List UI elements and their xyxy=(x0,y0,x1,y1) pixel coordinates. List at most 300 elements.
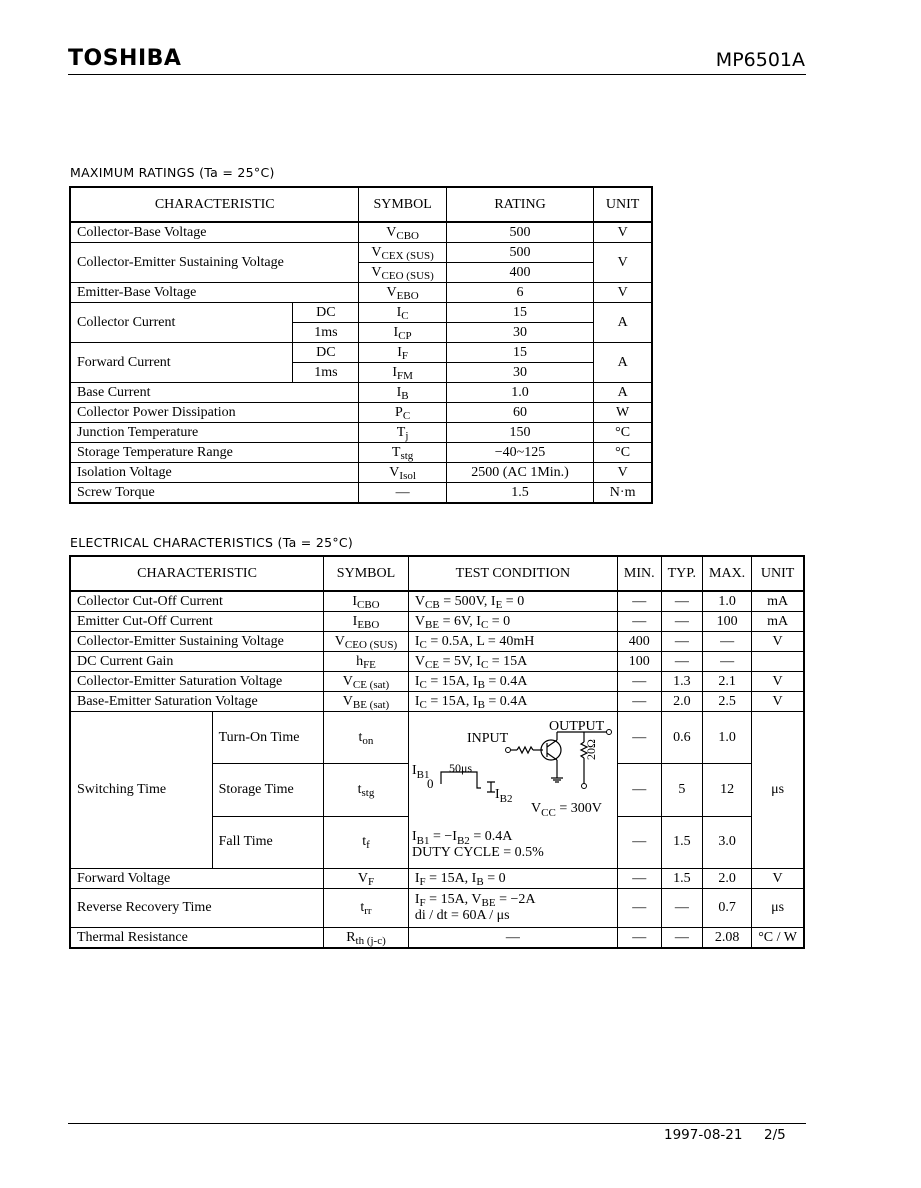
symbol-letter: I xyxy=(352,613,358,629)
table-row xyxy=(70,383,652,403)
characteristic-cell: Collector-Emitter Sustaining Voltage xyxy=(70,632,324,652)
condition-text: = 15A, I xyxy=(426,673,478,689)
rating-cell: 2500 (AC 1Min.) xyxy=(446,463,594,483)
symbol-cell xyxy=(359,303,446,323)
symbol-subscript: th (j-c) xyxy=(355,934,386,947)
symbol-letter: V xyxy=(371,244,382,260)
max-ratings-body xyxy=(70,222,652,503)
vcc-terminal xyxy=(581,784,586,789)
table-row xyxy=(70,403,652,423)
circuit-text: = 0.4A xyxy=(469,829,513,844)
min-cell: — xyxy=(617,672,661,692)
max-cell: 2.08 xyxy=(703,928,752,949)
unit-cell: μs xyxy=(752,889,804,928)
condition-subscript: C xyxy=(419,638,427,651)
test-condition-cell xyxy=(408,692,617,712)
symbol-subscript: BE (sat) xyxy=(352,698,390,711)
unit-cell: mA xyxy=(752,591,804,612)
circuit-text: DUTY CYCLE = 0.5% xyxy=(411,845,544,860)
symbol-cell xyxy=(324,632,409,652)
typ-cell: — xyxy=(661,632,702,652)
symbol-letter: V xyxy=(386,224,397,240)
switching-circuit-cell xyxy=(408,712,617,869)
characteristic-cell: Collector Cut-Off Current xyxy=(70,591,324,612)
symbol-subscript: FM xyxy=(397,369,413,382)
typ-cell: 2.0 xyxy=(661,692,702,712)
characteristic-cell: Forward Current xyxy=(70,343,293,383)
condition-text: = 500V, I xyxy=(439,593,496,609)
table-row xyxy=(70,443,652,463)
table-row xyxy=(70,928,804,949)
condition-text: V xyxy=(414,613,425,629)
symbol-letter: I xyxy=(396,384,402,400)
test-condition-text xyxy=(415,634,534,649)
symbol-cell xyxy=(324,591,409,612)
typ-cell: 1.3 xyxy=(661,672,702,692)
rating-cell: −40~125 xyxy=(446,443,594,463)
characteristic-cell: Base-Emitter Saturation Voltage xyxy=(70,692,324,712)
rating-cell: 15 xyxy=(446,343,594,363)
symbol-subscript: j xyxy=(405,429,409,442)
symbol-subscript: stg xyxy=(400,449,414,462)
condition-cell: 1ms xyxy=(293,323,359,343)
footer-rule xyxy=(68,1123,806,1124)
symbol-subscript: EBO xyxy=(396,289,419,302)
circuit-text: 0 xyxy=(426,776,434,791)
condition-text: = −2A xyxy=(495,892,536,907)
condition-text: = 15A xyxy=(488,653,528,669)
symbol-letter: T xyxy=(391,444,401,460)
symbol-subscript: CEX (SUS) xyxy=(381,249,434,262)
table-row xyxy=(70,463,652,483)
max-cell: 12 xyxy=(703,764,752,816)
max-cell: 3.0 xyxy=(703,816,752,868)
condition-subscript: C xyxy=(419,698,427,711)
typ-cell: 0.6 xyxy=(661,712,702,764)
electrical-header-row xyxy=(70,556,804,591)
symbol-letter: t xyxy=(358,729,363,745)
condition-subscript: CE xyxy=(425,658,440,671)
condition-text: = 0 xyxy=(502,593,525,609)
characteristic-cell: Storage Temperature Range xyxy=(70,443,359,463)
unit-cell: V xyxy=(752,672,804,692)
unit-cell: °C xyxy=(594,423,652,443)
col-header-rating: RATING xyxy=(446,187,594,222)
switching-sub-label: Storage Time xyxy=(212,764,323,816)
symbol-letter: T xyxy=(396,424,406,440)
table-row xyxy=(70,243,652,263)
table-row xyxy=(70,612,804,632)
typ-cell: — xyxy=(661,612,702,632)
unit-cell: W xyxy=(594,403,652,423)
characteristic-cell: Collector Current xyxy=(70,303,293,343)
load-resistor-label xyxy=(584,739,598,760)
typ-cell: 5 xyxy=(661,764,702,816)
condition-cell: DC xyxy=(293,343,359,363)
symbol-cell xyxy=(359,283,446,303)
min-cell: 400 xyxy=(617,632,661,652)
condition-subscript: F xyxy=(419,875,426,888)
symbol-subscript: F xyxy=(367,875,375,888)
circuit-text: V xyxy=(530,801,541,816)
col-header-characteristic: CHARACTERISTIC xyxy=(70,187,359,222)
rating-cell: 1.5 xyxy=(446,483,594,504)
characteristic-cell: Junction Temperature xyxy=(70,423,359,443)
rating-cell: 500 xyxy=(446,243,594,263)
symbol-letter: V xyxy=(334,633,345,649)
electrical-body xyxy=(70,591,804,948)
vcc-label xyxy=(531,801,602,819)
circuit-pulse-width-label xyxy=(449,761,472,775)
symbol-subscript: stg xyxy=(361,786,375,799)
switching-symbol-cell xyxy=(324,712,409,764)
symbol-subscript: FE xyxy=(363,658,376,671)
symbol-cell xyxy=(324,652,409,672)
unit-cell: N·m xyxy=(594,483,652,504)
unit-cell xyxy=(752,652,804,672)
symbol-cell xyxy=(359,263,446,283)
condition-cell: DC xyxy=(293,303,359,323)
unit-cell: V xyxy=(594,283,652,303)
circuit-subscript: CC xyxy=(541,807,556,819)
symbol-cell xyxy=(359,463,446,483)
zero-label xyxy=(427,776,434,791)
symbol-letter: V xyxy=(357,870,368,886)
circuit-text: INPUT xyxy=(466,731,509,746)
unit-cell: V xyxy=(594,243,652,283)
condition-subscript: C xyxy=(480,658,489,671)
test-condition-text xyxy=(415,694,528,709)
switching-symbol-cell xyxy=(324,764,409,816)
max-cell: 2.5 xyxy=(703,692,752,712)
unit-cell: mA xyxy=(752,612,804,632)
condition-text: = 15A, V xyxy=(425,892,482,907)
condition-subscript: C xyxy=(419,678,427,691)
condition-subscript: E xyxy=(495,598,503,611)
symbol-subscript: B xyxy=(401,389,409,402)
table-row xyxy=(70,591,804,612)
unit-cell: °C xyxy=(594,443,652,463)
symbol-cell xyxy=(359,423,446,443)
symbol-letter: V xyxy=(389,464,400,480)
test-condition-cell xyxy=(408,652,617,672)
max-cell: — xyxy=(703,652,752,672)
symbol-letter: V xyxy=(342,673,353,689)
brand-logo: TOSHIBA xyxy=(68,46,182,71)
characteristic-cell: Collector Power Dissipation xyxy=(70,403,359,423)
input-terminal xyxy=(505,748,510,753)
rating-cell: 1.0 xyxy=(446,383,594,403)
typ-cell: — xyxy=(661,889,702,928)
condition-text: = 6V, I xyxy=(439,613,481,629)
table-row xyxy=(70,652,804,672)
characteristic-cell: Thermal Resistance xyxy=(70,928,324,949)
circuit-text: = −I xyxy=(429,829,457,844)
symbol-subscript: CBO xyxy=(357,598,380,611)
typ-cell: 1.5 xyxy=(661,816,702,868)
transistor-symbol xyxy=(541,740,561,760)
test-condition-text: di / dt = 60A / μs xyxy=(414,908,510,923)
condition-subscript: B xyxy=(477,678,485,691)
transistor-collector xyxy=(547,740,557,747)
unit-cell: V xyxy=(594,463,652,483)
ib2-label xyxy=(495,787,513,805)
circuit-text: 20Ω xyxy=(583,739,598,760)
symbol-letter: t xyxy=(360,900,365,915)
test-condition-cell xyxy=(408,591,617,612)
condition-text: I xyxy=(414,633,420,649)
symbol-letter: V xyxy=(342,693,353,709)
symbol-letter: t xyxy=(357,781,362,797)
symbol-letter: — xyxy=(395,484,410,500)
condition-text: = 5V, I xyxy=(439,653,481,669)
unit-cell: A xyxy=(594,383,652,403)
symbol-subscript: C xyxy=(401,309,409,322)
switching-row xyxy=(70,712,804,764)
col-header-unit: UNIT xyxy=(594,187,652,222)
ec-col-typ: TYP. xyxy=(661,556,702,591)
max-cell: 2.1 xyxy=(703,672,752,692)
symbol-subscript: CBO xyxy=(396,229,419,242)
switching-time-label: Switching Time xyxy=(70,712,212,869)
switching-sub-label: Fall Time xyxy=(212,816,323,868)
ec-col-test-condition: TEST CONDITION xyxy=(408,556,617,591)
rating-cell: 6 xyxy=(446,283,594,303)
condition-text: = 0 xyxy=(488,613,511,629)
rating-cell: 500 xyxy=(446,222,594,243)
symbol-letter: V xyxy=(386,284,397,300)
symbol-cell xyxy=(359,483,446,504)
symbol-letter: I xyxy=(393,324,399,340)
condition-subscript: BE xyxy=(425,618,440,631)
characteristic-cell: Isolation Voltage xyxy=(70,463,359,483)
max-cell: 1.0 xyxy=(703,712,752,764)
header-rule xyxy=(68,74,806,75)
characteristic-cell: Emitter-Base Voltage xyxy=(70,283,359,303)
test-condition-text xyxy=(415,614,510,629)
symbol-cell xyxy=(359,323,446,343)
symbol-letter: I xyxy=(392,364,397,380)
unit-cell: μs xyxy=(752,712,804,869)
min-cell: — xyxy=(617,889,661,928)
min-cell: — xyxy=(617,591,661,612)
ec-col-characteristic: CHARACTERISTIC xyxy=(70,556,324,591)
condition-subscript: BE xyxy=(481,897,496,909)
symbol-subscript: EBO xyxy=(357,618,380,631)
characteristic-cell: Reverse Recovery Time xyxy=(70,889,324,928)
condition-text: = 0.5A, L = 40mH xyxy=(426,633,535,649)
condition-subscript: C xyxy=(480,618,489,631)
rating-cell: 15 xyxy=(446,303,594,323)
symbol-letter: t xyxy=(362,834,367,850)
symbol-subscript: Isol xyxy=(399,469,416,482)
symbol-cell xyxy=(359,222,446,243)
test-condition-cell xyxy=(408,889,617,928)
test-condition-cell xyxy=(408,632,617,652)
ec-col-symbol: SYMBOL xyxy=(324,556,409,591)
symbol-cell xyxy=(324,672,409,692)
test-condition-text xyxy=(415,871,506,886)
unit-cell: A xyxy=(594,303,652,343)
characteristic-cell: Collector-Base Voltage xyxy=(70,222,359,243)
min-cell: — xyxy=(617,816,661,868)
table-row xyxy=(70,869,804,889)
symbol-letter: I xyxy=(352,593,357,609)
switching-sub-label: Turn-On Time xyxy=(212,712,323,764)
table-row xyxy=(70,423,652,443)
symbol-letter: R xyxy=(346,929,356,945)
col-header-symbol: SYMBOL xyxy=(359,187,446,222)
symbol-subscript: C xyxy=(402,409,411,422)
characteristic-cell: Collector-Emitter Saturation Voltage xyxy=(70,672,324,692)
max-cell: 0.7 xyxy=(703,889,752,928)
min-cell: — xyxy=(617,928,661,949)
characteristic-cell: Base Current xyxy=(70,383,359,403)
max-cell: 1.0 xyxy=(703,591,752,612)
circuit-subscript: B2 xyxy=(456,835,470,847)
symbol-letter: P xyxy=(395,404,403,420)
table-row xyxy=(70,303,652,323)
symbol-subscript: CE (sat) xyxy=(352,678,390,691)
reverse-base-marker xyxy=(487,782,495,792)
typ-cell: 1.5 xyxy=(661,869,702,889)
footer-page-number: 2/5 xyxy=(764,1127,786,1143)
circuit-subscript: B1 xyxy=(416,769,430,781)
symbol-subscript: F xyxy=(401,349,409,362)
condition-subscript: B xyxy=(476,875,484,888)
symbol-cell xyxy=(324,889,409,928)
min-cell: — xyxy=(617,869,661,889)
min-cell: 100 xyxy=(617,652,661,672)
unit-cell: V xyxy=(752,692,804,712)
max-cell: 2.0 xyxy=(703,869,752,889)
condition-subscript: CB xyxy=(425,598,440,611)
test-condition-text xyxy=(415,892,536,907)
characteristic-cell: Emitter Cut-Off Current xyxy=(70,612,324,632)
condition-cell: 1ms xyxy=(293,363,359,383)
switching-symbol-cell xyxy=(324,816,409,868)
symbol-cell xyxy=(359,383,446,403)
symbol-cell xyxy=(359,363,446,383)
unit-cell: V xyxy=(594,222,652,243)
ec-col-unit: UNIT xyxy=(752,556,804,591)
symbol-subscript: CEO (SUS) xyxy=(344,638,398,651)
condition-text: V xyxy=(414,593,425,609)
characteristic-cell: Screw Torque xyxy=(70,483,359,504)
symbol-cell xyxy=(324,928,409,949)
table-row xyxy=(70,343,652,363)
condition-subscript: F xyxy=(419,897,426,909)
symbol-subscript: CP xyxy=(398,329,412,342)
part-number: MP6501A xyxy=(715,49,805,71)
symbol-letter: I xyxy=(397,344,402,360)
symbol-subscript: on xyxy=(362,734,374,747)
condition-text: I xyxy=(414,892,420,907)
max-cell: 100 xyxy=(703,612,752,632)
symbol-letter: I xyxy=(396,304,402,320)
base-resistor-symbol xyxy=(517,747,533,753)
max-ratings-title: MAXIMUM RATINGS (Ta = 25°C) xyxy=(70,165,275,180)
symbol-letter: h xyxy=(356,653,364,669)
circuit-text: I xyxy=(494,787,500,802)
unit-cell: A xyxy=(594,343,652,383)
table-row xyxy=(70,692,804,712)
typ-cell: — xyxy=(661,928,702,949)
test-condition-cell xyxy=(408,672,617,692)
rating-cell: 30 xyxy=(446,363,594,383)
max-ratings-header-row xyxy=(70,187,652,222)
unit-cell: V xyxy=(752,869,804,889)
test-condition-text xyxy=(415,674,528,689)
condition-text: V xyxy=(414,653,425,669)
min-cell: — xyxy=(617,764,661,816)
condition-subscript: B xyxy=(477,698,485,711)
output-terminal xyxy=(606,730,611,735)
symbol-subscript: rr xyxy=(364,905,372,917)
rating-cell: 150 xyxy=(446,423,594,443)
condition-text: I xyxy=(414,693,420,709)
condition-text: = 0.4A xyxy=(484,673,528,689)
switching-condition-2 xyxy=(412,845,544,860)
condition-text: I xyxy=(414,673,420,689)
rating-cell: 30 xyxy=(446,323,594,343)
ec-col-max: MAX. xyxy=(703,556,752,591)
table-row xyxy=(70,632,804,652)
symbol-cell xyxy=(359,403,446,423)
electrical-table xyxy=(69,555,805,949)
table-row xyxy=(70,889,804,928)
table-row xyxy=(70,283,652,303)
circuit-text: I xyxy=(411,763,417,778)
rating-cell: 400 xyxy=(446,263,594,283)
test-condition-cell xyxy=(408,869,617,889)
test-condition-text xyxy=(415,594,524,609)
table-row xyxy=(70,222,652,243)
min-cell: — xyxy=(617,692,661,712)
condition-text: = 15A, I xyxy=(425,870,477,886)
symbol-cell xyxy=(359,443,446,463)
symbol-subscript: f xyxy=(366,839,370,852)
test-condition-cell: — xyxy=(408,928,617,949)
rating-cell: 60 xyxy=(446,403,594,423)
condition-text: = 0 xyxy=(483,870,506,886)
circuit-text: = 300V xyxy=(555,801,602,816)
footer-date: 1997-08-21 xyxy=(664,1127,743,1143)
circuit-text: OUTPUT xyxy=(548,719,605,734)
condition-text: = 0.4A xyxy=(484,693,528,709)
symbol-cell xyxy=(324,869,409,889)
test-condition-text xyxy=(415,654,527,669)
typ-cell: — xyxy=(661,652,702,672)
condition-text: I xyxy=(414,870,420,886)
circuit-text: 50μs xyxy=(448,761,472,775)
symbol-cell xyxy=(324,612,409,632)
circuit-subscript: B1 xyxy=(416,835,430,847)
symbol-subscript: CEO (SUS) xyxy=(381,269,434,282)
table-row xyxy=(70,483,652,504)
unit-cell: V xyxy=(752,632,804,652)
max-cell: — xyxy=(703,632,752,652)
transistor-emitter xyxy=(547,753,557,760)
symbol-cell xyxy=(359,343,446,363)
characteristic-cell: Collector-Emitter Sustaining Voltage xyxy=(70,243,359,283)
electrical-title: ELECTRICAL CHARACTERISTICS (Ta = 25°C) xyxy=(70,535,354,550)
ec-col-min: MIN. xyxy=(617,556,661,591)
max-ratings-table xyxy=(69,186,653,504)
min-cell: — xyxy=(617,712,661,764)
test-condition-cell xyxy=(408,612,617,632)
table-row xyxy=(70,672,804,692)
